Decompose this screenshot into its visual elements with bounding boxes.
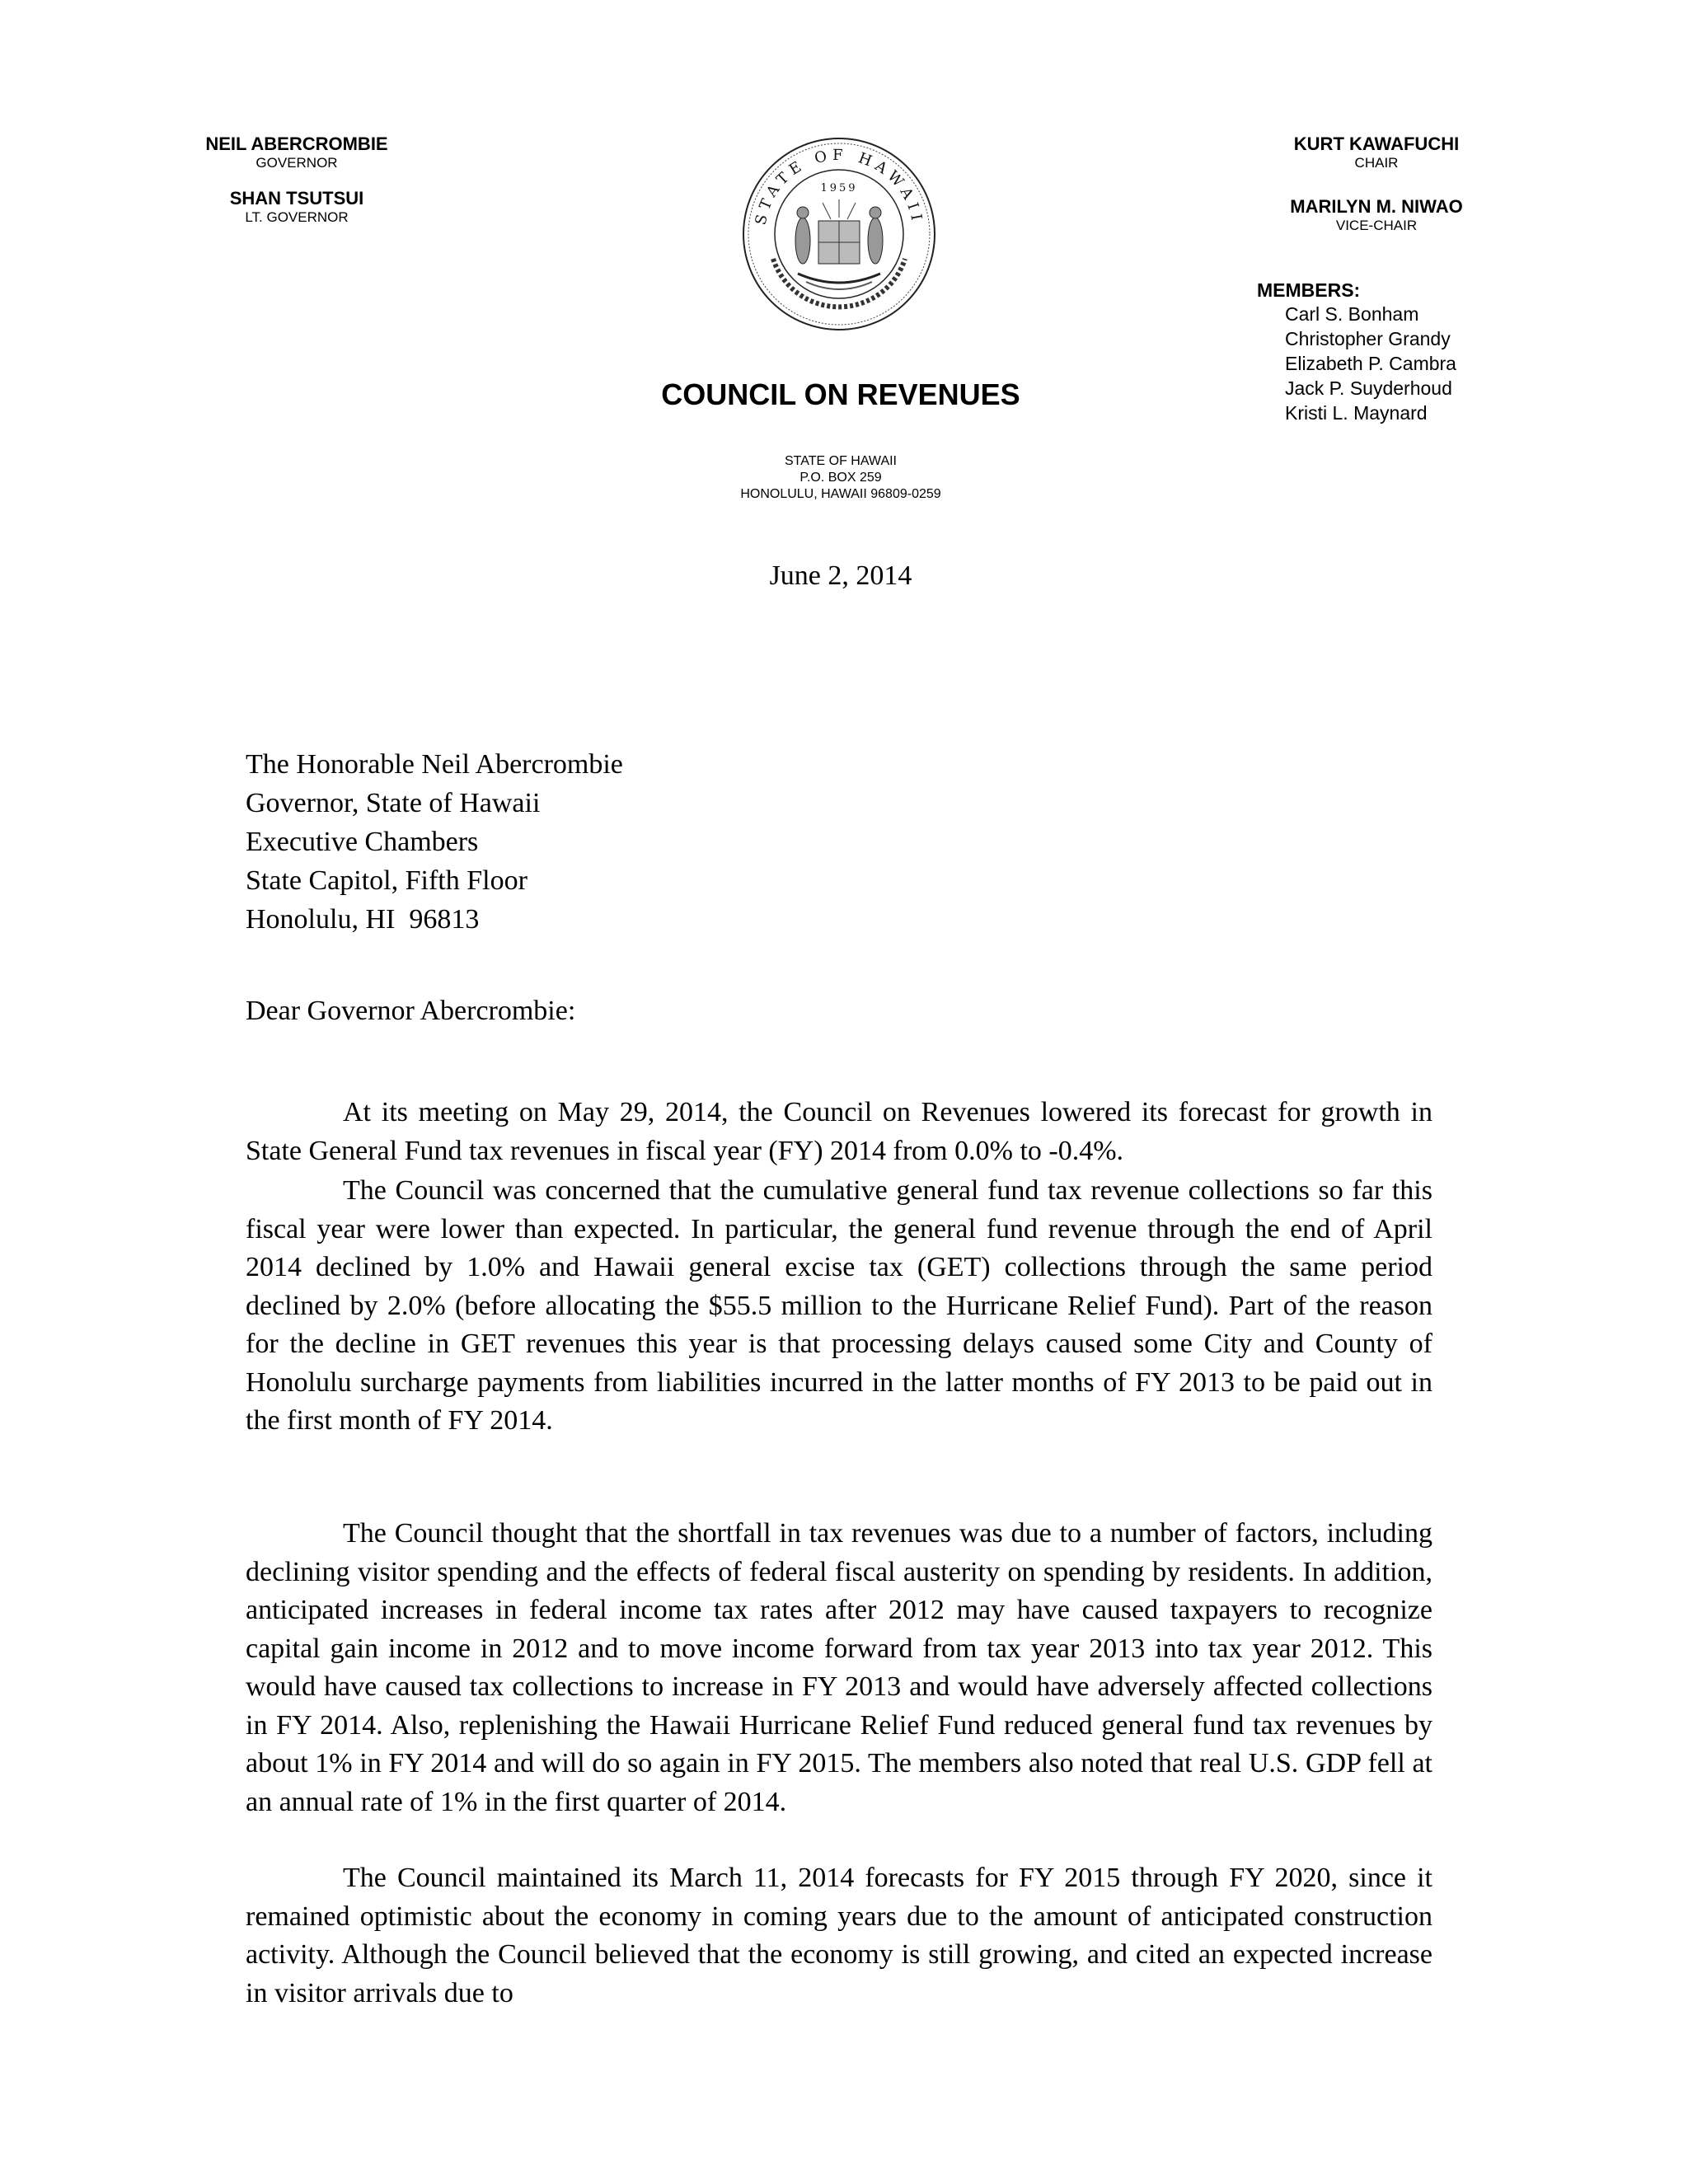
lt-governor-name: SHAN TSUTSUI <box>229 188 364 209</box>
organization-address <box>659 453 1022 503</box>
seal-year: 1959 <box>820 182 858 194</box>
members-title: MEMBERS: <box>1257 279 1361 301</box>
lt-governor-title: LT. GOVERNOR <box>245 209 349 225</box>
recipient-line: State Capitol, Fifth Floor <box>246 865 528 896</box>
member-name: Carl S. Bonham <box>1285 303 1419 325</box>
salutation: Dear Governor Abercrombie: <box>246 996 576 1026</box>
members-list <box>1257 279 1456 425</box>
vice-chair-title: VICE-CHAIR <box>1335 218 1418 233</box>
letter-date: June 2, 2014 <box>769 560 912 591</box>
recipient-address <box>246 745 623 939</box>
organization-title: COUNCIL ON REVENUES <box>661 377 1020 411</box>
chair-block <box>1236 134 1517 234</box>
member-name: Kristi L. Maynard <box>1285 402 1428 424</box>
state-seal <box>740 135 938 333</box>
recipient-line: Executive Chambers <box>246 827 479 857</box>
state-seal-icon <box>740 135 938 333</box>
recipient-line: Governor, State of Hawaii <box>246 788 541 818</box>
governor-title: GOVERNOR <box>256 155 338 171</box>
recipient-line: Honolulu, HI 96813 <box>246 904 480 935</box>
address-line: HONOLULU, HAWAII 96809-0259 <box>740 487 941 501</box>
member-name: Elizabeth P. Cambra <box>1285 353 1456 374</box>
seal-text: STATE OF HAWAII <box>752 146 926 227</box>
chair-title: CHAIR <box>1354 155 1399 171</box>
body-paragraph: The Council thought that the shortfall in tax revenues was due to a number of factors, including declining visitor spending and the effects of federal fiscal austerity on spending by residents. In addition, anticipated increases in federal income tax rates after 2012 may have caused taxpayers to recognize capital gain income in 2012 and to move income forward from tax year 2013 into tax year 2012. This would have caused tax collections to increase in FY 2013 and would have adversely affected collections in FY 2014. Also, replenishing the Hawaii Hurricane Relief Fund reduced general fund tax revenues by about 1% in FY 2014 and will do so again in FY 2015. The members also noted that real U.S. GDP fell at an annual rate of 1% in the first quarter of 2014. <box>246 1518 1432 1817</box>
vice-chair-name: MARILYN M. NIWAO <box>1290 196 1463 217</box>
address-line: STATE OF HAWAII <box>785 454 897 468</box>
member-name: Christopher Grandy <box>1285 328 1451 349</box>
body-paragraph: The Council was concerned that the cumulative general fund tax revenue collections so far this fiscal year were lower than expected. In particular, the general fund revenue through the end of April 2014 declined by 1.0% and Hawaii general excise tax (GET) collections through the same period declined by 2.0% (before allocating the $55.5 million to the Hurricane Relief Fund). Part of the reason for the decline in GET revenues this year is that processing delays caused some City and County of Honolulu surcharge payments from liabilities incurred in the latter months of FY 2013 to be paid out in the first month of FY 2014. <box>246 1175 1432 1436</box>
member-name: Jack P. Suyderhoud <box>1285 377 1452 399</box>
governor-block <box>165 134 429 226</box>
governor-name: NEIL ABERCROMBIE <box>205 134 388 154</box>
address-line: P.O. BOX 259 <box>799 471 882 485</box>
chair-name: KURT KAWAFUCHI <box>1293 134 1460 154</box>
body-paragraph: At its meeting on May 29, 2014, the Council on Revenues lowered its forecast for growth in State General Fund tax revenues in fiscal year (FY) 2014 from 0.0% to -0.4%. <box>246 1097 1432 1166</box>
body-paragraph: The Council maintained its March 11, 2014 forecasts for FY 2015 through FY 2020, since it remained optimistic about the economy in coming years due to the amount of anticipated construction activity. Although the Council believed that the economy is still growing, and cited an expected increase in visitor arrivals due to <box>246 1863 1432 2008</box>
recipient-line: The Honorable Neil Abercrombie <box>246 749 623 780</box>
